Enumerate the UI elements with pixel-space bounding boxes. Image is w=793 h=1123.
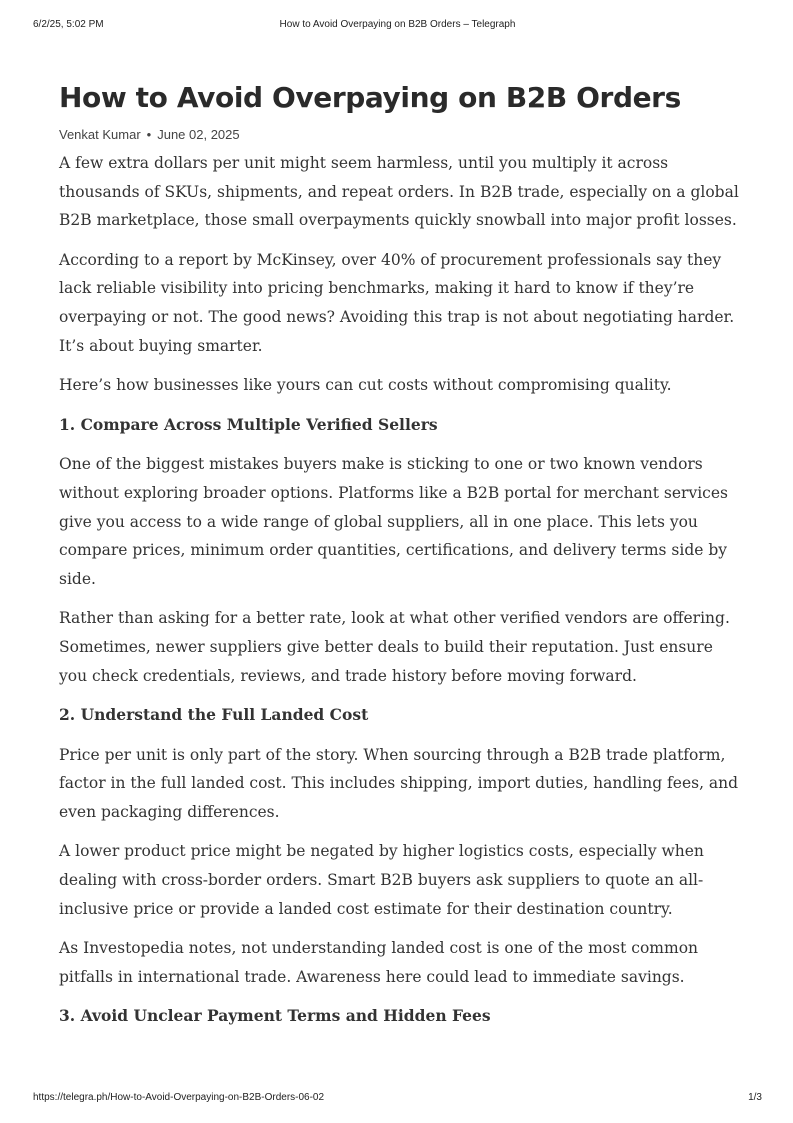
page-number: 1/3 xyxy=(748,1092,762,1103)
byline-separator: • xyxy=(146,127,152,142)
author-link[interactable]: Venkat Kumar xyxy=(59,127,141,142)
print-header xyxy=(33,19,762,33)
section-2-paragraph-2: A lower product price might be negated by higher logistics costs, especially when dealing with cross-border orders. Smart B2B buyers ask suppliers to quote an all-inclusive price or provide a landed cost estimate for their destination country. xyxy=(59,842,704,918)
section-2-paragraph-1: Price per unit is only part of the story. When sourcing through a B2B trade platform, factor in the full landed cost. This includes shipping, import duties, handling fees, and even packaging differences. xyxy=(59,745,739,821)
article xyxy=(59,76,741,1031)
print-datetime: 6/2/25, 5:02 PM xyxy=(33,19,104,30)
section-heading-3: 3. Avoid Unclear Payment Terms and Hidden Fees xyxy=(59,1006,491,1026)
print-page-title: How to Avoid Overpaying on B2B Orders – Telegraph xyxy=(279,19,516,30)
intro-paragraph-1: A few extra dollars per unit might seem harmless, until you multiply it across thousands of SKUs, shipments, and repeat orders. In B2B trade, especially on a global B2B marketplace, those small overpayments quickly snowball into major profit losses. xyxy=(59,154,739,230)
intro-paragraph-3: Here’s how businesses like yours can cut costs without compromising quality. xyxy=(59,376,672,395)
section-2-paragraph-3: As Investopedia notes, not understanding landed cost is one of the most common pitfalls in international trade. Awareness here could lead to immediate savings. xyxy=(59,939,699,986)
section-1-paragraph-2: Rather than asking for a better rate, look at what other verified vendors are offering. Sometimes, newer suppliers give better deals to build their reputation. Just ensure you check credentials, reviews, and trade history before moving forward. xyxy=(59,609,730,685)
byline xyxy=(59,126,741,144)
section-heading-1: 1. Compare Across Multiple Verified Sellers xyxy=(59,414,438,434)
print-footer xyxy=(33,1092,762,1106)
section-1-paragraph-1: One of the biggest mistakes buyers make is sticking to one or two known vendors without exploring broader options. Platforms like a B2B portal for merchant services give you access to a wide range of global suppliers, all in one place. This lets you compare prices, minimum order quantities, certifications, and delivery terms side by side. xyxy=(59,455,728,588)
publish-date: June 02, 2025 xyxy=(157,127,240,142)
article-title: How to Avoid Overpaying on B2B Orders xyxy=(59,81,681,114)
section-heading-2: 2. Understand the Full Landed Cost xyxy=(59,705,369,725)
print-url: https://telegra.ph/How-to-Avoid-Overpaying-on-B2B-Orders-06-02 xyxy=(33,1092,325,1103)
intro-paragraph-2: According to a report by McKinsey, over 40% of procurement professionals say they lack reliable visibility into pricing benchmarks, making it hard to know if they’re overpaying or not. The good news? Avoiding this trap is not about negotiating harder. It’s about buying smarter. xyxy=(59,250,735,355)
